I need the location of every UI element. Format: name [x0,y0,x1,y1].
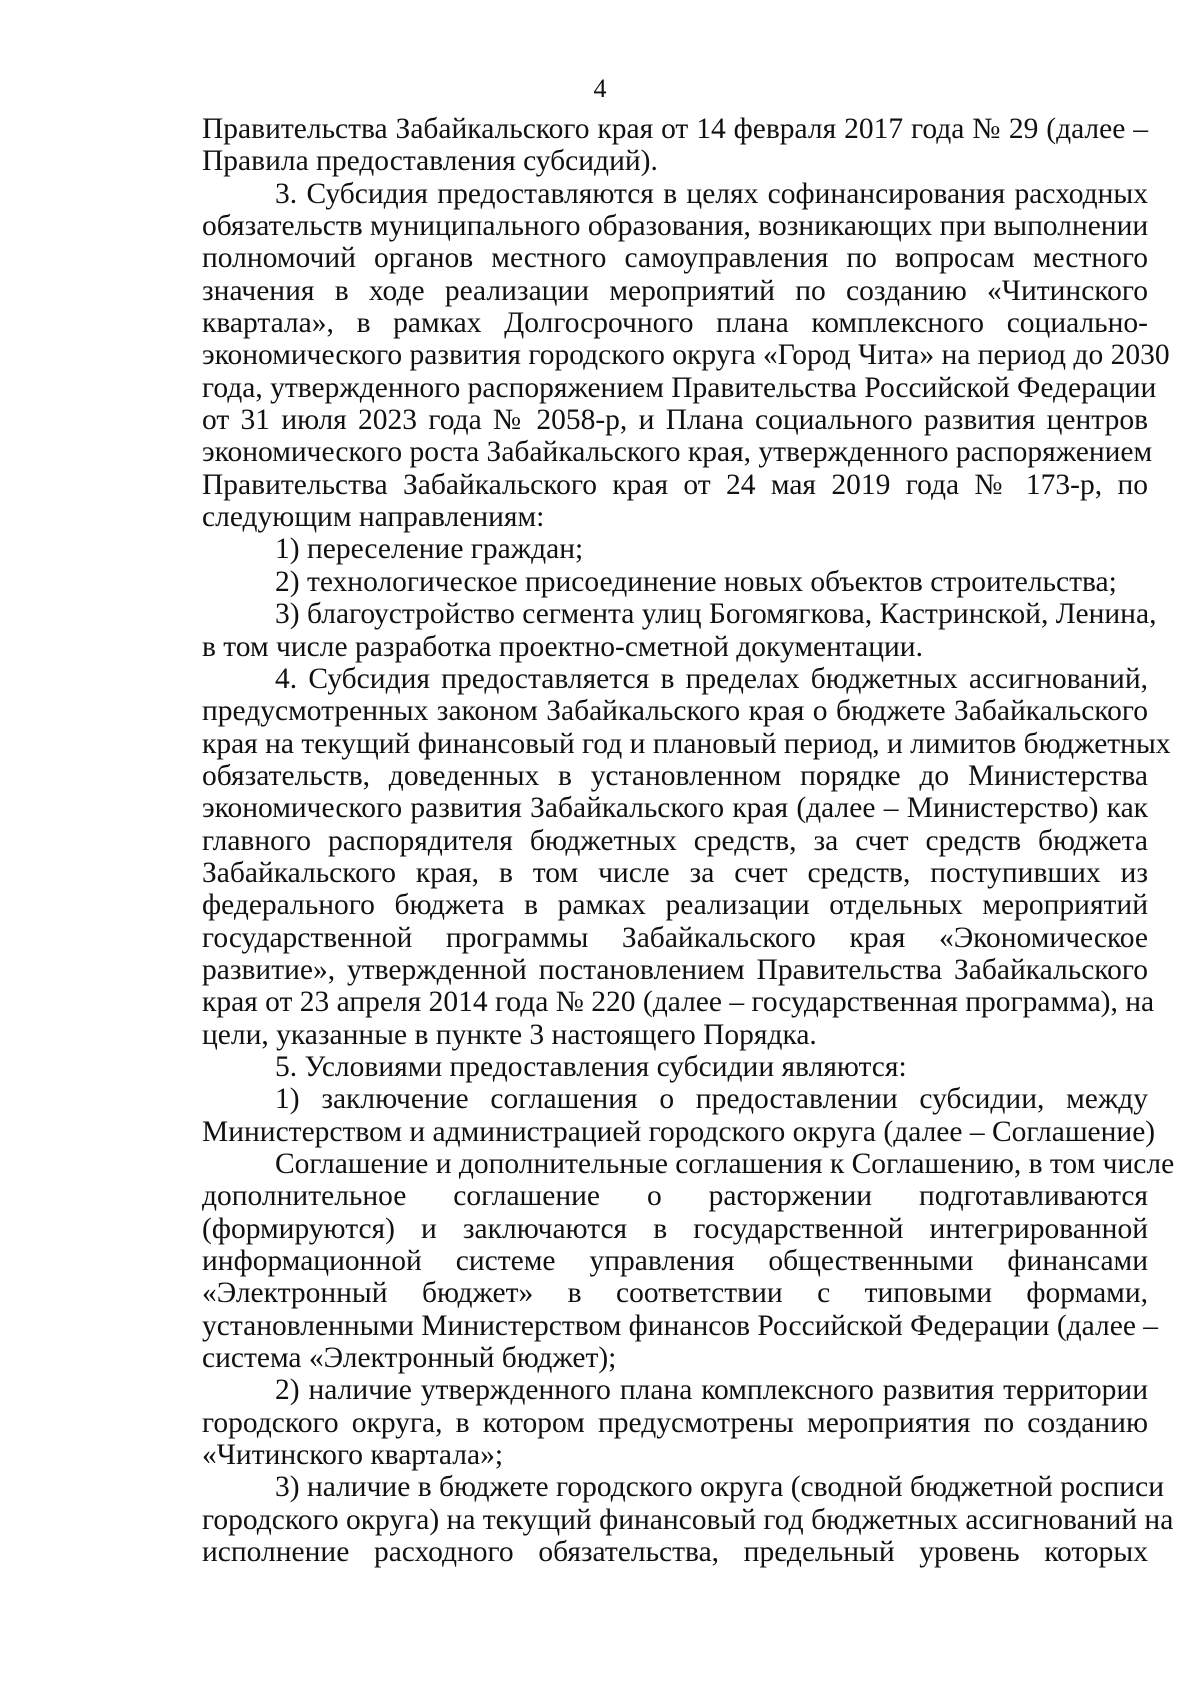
text-line: экономического развития Забайкальского края (далее – Министерство) как [202,792,1148,825]
text-line: предусмотренных законом Забайкальского края о бюджете Забайкальского [202,695,1148,728]
text-line: Забайкальского края, в том числе за счет средств, поступивших из [202,856,1148,889]
text-line: экономического развития городского округа «Город Чита» на период до 2030 [202,339,1170,372]
text-line: городского округа, в котором предусмотрены мероприятия по созданию [202,1406,1148,1439]
text-line: государственной программы Забайкальского края «Экономическое [202,921,1148,954]
text-line: края от 23 апреля 2014 года № 220 (далее – государственная программа), на [202,986,1155,1019]
text-line: 2) наличие утвержденного плана комплексного развития территории [275,1374,1148,1407]
text-line: года, утвержденного распоряжением Правительства Российской Федерации [202,371,1157,404]
text-line: 1) заключение соглашения о предоставлении субсидии, между [275,1083,1148,1116]
text-line: дополнительное соглашение о расторжении подготавливаются [202,1180,1148,1213]
text-line: главного распорядителя бюджетных средств, за счет средств бюджета [202,824,1148,857]
text-line: следующим направлениям: [202,501,545,534]
text-line: 4. Субсидия предоставляется в пределах бюджетных ассигнований, [275,662,1148,695]
text-line: 1) переселение граждан; [275,533,584,566]
text-line: установленными Министерством финансов Российской Федерации (далее – [202,1309,1159,1342]
text-line: 3) наличие в бюджете городского округа (сводной бюджетной росписи [275,1471,1164,1504]
text-line: Правительства Забайкальского края от 14 февраля 2017 года № 29 (далее – [202,113,1148,145]
text-line: развитие», утвержденной постановлением Правительства Забайкальского [202,953,1148,986]
text-line: городского округа) на текущий финансовый год бюджетных ассигнований на [202,1503,1174,1536]
text-line: 5. Условиями предоставления субсидии являются: [275,1050,907,1083]
text-line: информационной системе управления общественными финансами [202,1245,1148,1278]
text-line: обязательств муниципального образования, возникающих при выполнении [202,210,1149,243]
text-line: обязательств, доведенных в установленном порядке до Министерства [202,759,1148,792]
text-line: Соглашение и дополнительные соглашения к Соглашению, в том числе [275,1148,1175,1180]
text-line: значения в ходе реализации мероприятий по созданию «Читинского [202,274,1148,307]
text-line: «Читинского квартала»; [202,1439,504,1472]
text-line: края на текущий финансовый год и плановый период, и лимитов бюджетных [202,727,1171,760]
text-line: полномочий органов местного самоуправления по вопросам местного [202,242,1148,275]
document-body [202,113,1175,1569]
text-line: исполнение расходного обязательства, предельный уровень которых [202,1536,1148,1569]
text-line: от 31 июля 2023 года № 2058-р, и Плана социального развития центров [202,404,1148,437]
page-number: 4 [593,74,607,103]
text-line: 3) благоустройство сегмента улиц Богомягкова, Кастринской, Ленина, [275,598,1157,631]
text-line: экономического роста Забайкальского края, утвержденного распоряжением [202,436,1153,469]
text-line: Правила предоставления субсидий). [202,145,658,178]
text-line: Министерством и администрацией городского округа (далее – Соглашение) [202,1115,1156,1148]
text-line: «Электронный бюджет» в соответствии с типовыми формами, [202,1277,1148,1310]
text-line: система «Электронный бюджет); [202,1342,617,1375]
text-line: цели, указанные в пункте 3 настоящего Порядка. [202,1018,817,1051]
text-line: 3. Субсидия предоставляются в целях софинансирования расходных [275,177,1148,210]
text-line: федерального бюджета в рамках реализации отдельных мероприятий [202,889,1148,922]
text-line: (формируются) и заключаются в государственной интегрированной [202,1212,1148,1245]
text-line: Правительства Забайкальского края от 24 мая 2019 года № 173-р, по [202,468,1148,501]
text-line: квартала», в рамках Долгосрочного плана комплексного социально- [202,307,1148,340]
text-line: 2) технологическое присоединение новых объектов строительства; [275,565,1117,598]
text-line: в том числе разработка проектно-сметной документации. [202,630,923,663]
